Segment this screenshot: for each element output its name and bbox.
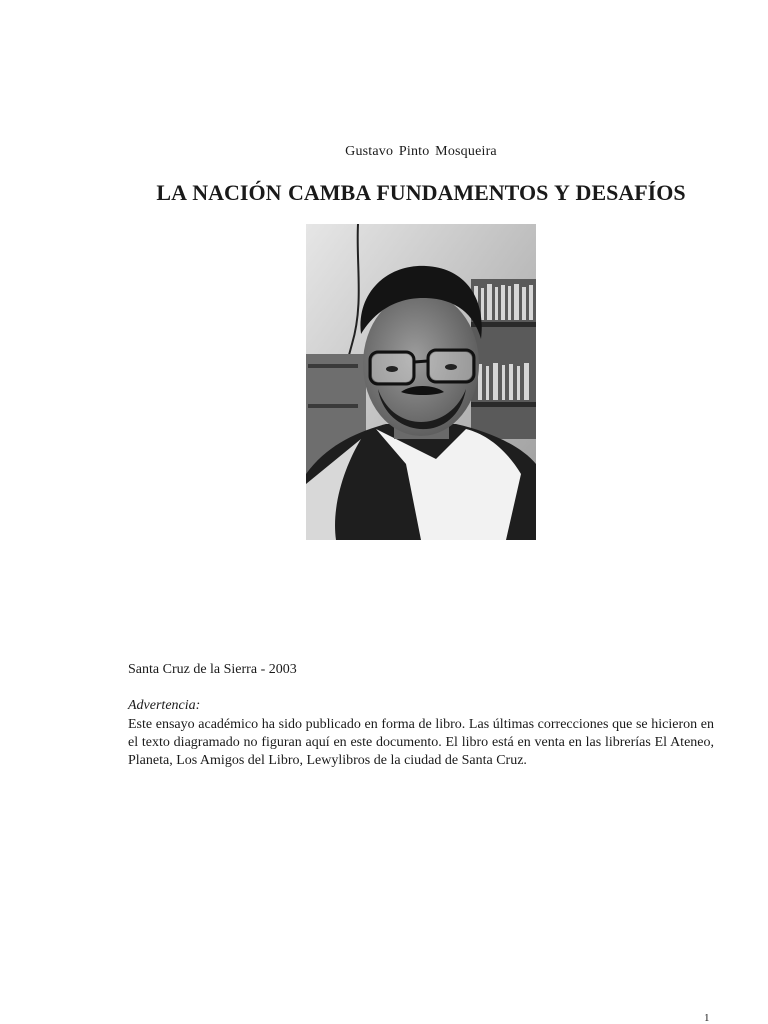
author-name: Gustavo Pinto Mosqueira xyxy=(345,144,497,159)
author-photo xyxy=(306,224,536,540)
document-title: LA NACIÓN CAMBA FUNDAMENTOS Y DESAFÍOS xyxy=(156,180,686,205)
place-and-date: Santa Cruz de la Sierra - 2003 xyxy=(128,662,297,677)
page-number: 1 xyxy=(704,1012,710,1024)
warning-text: Este ensayo académico ha sido publicado en forma de libro. Las últimas correcciones que se hicieron en el texto diagramado no figuran aquí en este documento. El libro está en venta en las librerías El Ateneo, Planeta, Los Amigos del Libro, Lewylibros de la ciudad de Santa Cruz. xyxy=(128,717,714,768)
warning-label: Advertencia: xyxy=(128,698,201,713)
